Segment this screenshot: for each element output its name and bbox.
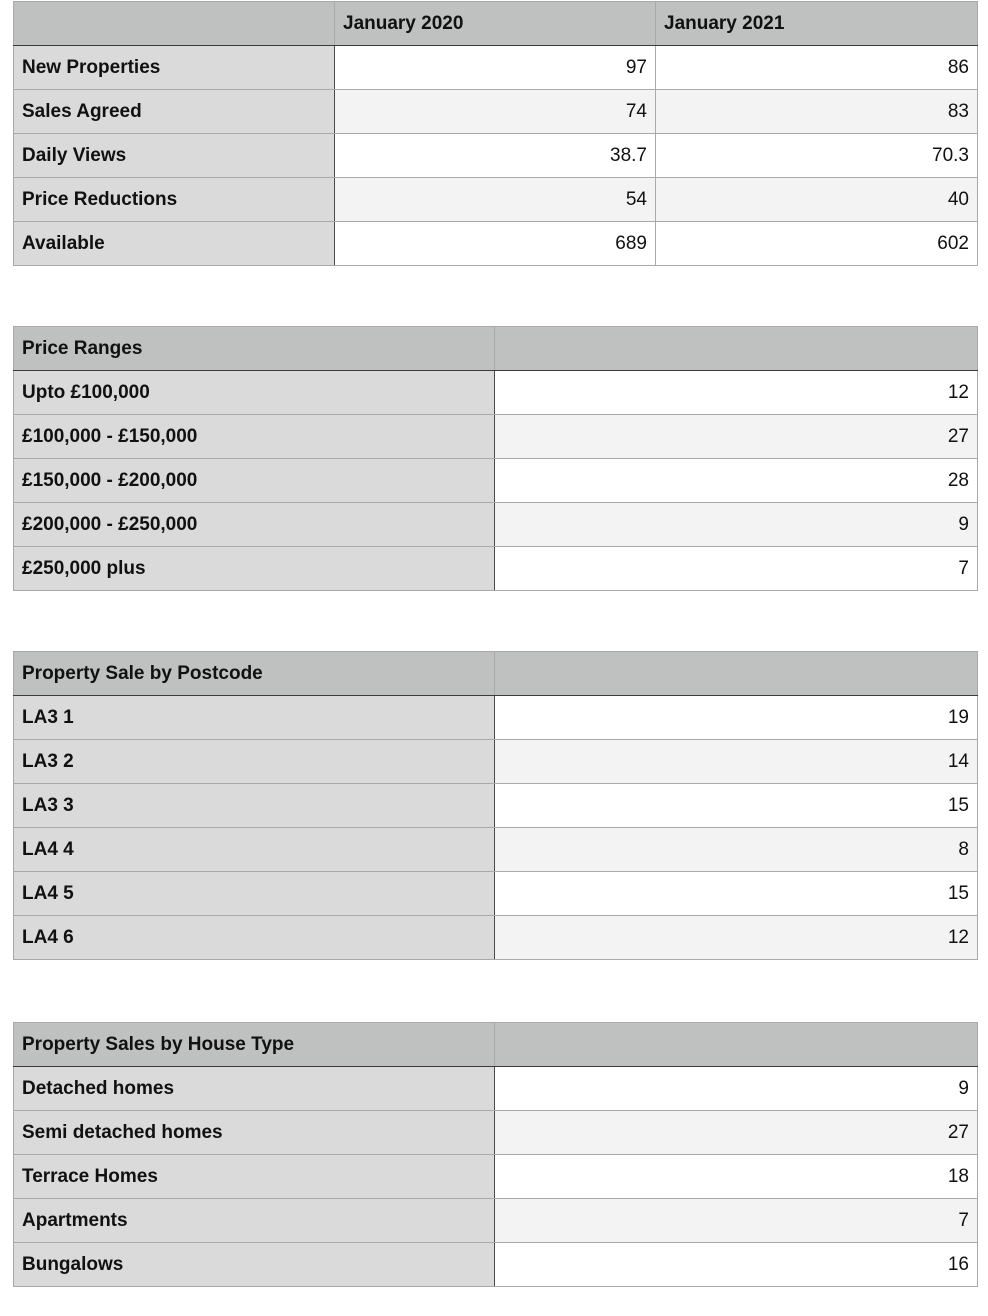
table-row [14, 828, 978, 872]
table-header-row [14, 2, 978, 46]
table-header-row [14, 327, 978, 371]
value-cell: 19 [495, 696, 978, 740]
table-title: Property Sale by Postcode [14, 652, 495, 696]
row-label: Daily Views [14, 134, 335, 178]
table-row [14, 415, 978, 459]
table-header-row [14, 1023, 978, 1067]
header-cell-empty [495, 652, 978, 696]
value-cell: 70.3 [656, 134, 978, 178]
house-type-table [13, 1022, 978, 1287]
value-cell: 602 [656, 222, 978, 266]
row-label: Semi detached homes [14, 1111, 495, 1155]
table-row [14, 46, 978, 90]
postcode-table [13, 651, 978, 960]
value-cell: 7 [495, 547, 978, 591]
value-cell: 14 [495, 740, 978, 784]
row-label: LA3 3 [14, 784, 495, 828]
value-cell: 7 [495, 1199, 978, 1243]
row-label: LA4 6 [14, 916, 495, 960]
table-row [14, 371, 978, 415]
value-cell: 18 [495, 1155, 978, 1199]
value-cell: 15 [495, 872, 978, 916]
table-row [14, 1199, 978, 1243]
row-label: Terrace Homes [14, 1155, 495, 1199]
row-label: Detached homes [14, 1067, 495, 1111]
row-label: Available [14, 222, 335, 266]
table-row [14, 1111, 978, 1155]
table-title: Price Ranges [14, 327, 495, 371]
value-cell: 28 [495, 459, 978, 503]
header-cell-january-2020: January 2020 [335, 2, 656, 46]
table-row [14, 178, 978, 222]
table-row [14, 696, 978, 740]
value-cell: 12 [495, 916, 978, 960]
table-row [14, 1067, 978, 1111]
value-cell: 54 [335, 178, 656, 222]
row-label: Upto £100,000 [14, 371, 495, 415]
table-row [14, 784, 978, 828]
value-cell: 27 [495, 415, 978, 459]
value-cell: 40 [656, 178, 978, 222]
row-label: Sales Agreed [14, 90, 335, 134]
row-label: £100,000 - £150,000 [14, 415, 495, 459]
value-cell: 9 [495, 503, 978, 547]
table-header-row [14, 652, 978, 696]
value-cell: 86 [656, 46, 978, 90]
value-cell: 12 [495, 371, 978, 415]
value-cell: 83 [656, 90, 978, 134]
header-cell-empty [495, 1023, 978, 1067]
row-label: Price Reductions [14, 178, 335, 222]
value-cell: 689 [335, 222, 656, 266]
header-cell-january-2021: January 2021 [656, 2, 978, 46]
value-cell: 27 [495, 1111, 978, 1155]
table-row [14, 916, 978, 960]
value-cell: 15 [495, 784, 978, 828]
row-label: New Properties [14, 46, 335, 90]
table-row [14, 222, 978, 266]
table-row [14, 547, 978, 591]
value-cell: 8 [495, 828, 978, 872]
value-cell: 16 [495, 1243, 978, 1287]
value-cell: 97 [335, 46, 656, 90]
row-label: £150,000 - £200,000 [14, 459, 495, 503]
row-label: LA3 1 [14, 696, 495, 740]
row-label: LA4 5 [14, 872, 495, 916]
value-cell: 38.7 [335, 134, 656, 178]
price-ranges-table [13, 326, 978, 591]
table-row [14, 459, 978, 503]
row-label: Apartments [14, 1199, 495, 1243]
table-row [14, 1243, 978, 1287]
header-cell-empty [14, 2, 335, 46]
value-cell: 9 [495, 1067, 978, 1111]
value-cell: 74 [335, 90, 656, 134]
table-row [14, 134, 978, 178]
summary-table [13, 1, 978, 266]
table-row [14, 90, 978, 134]
row-label: £250,000 plus [14, 547, 495, 591]
row-label: Bungalows [14, 1243, 495, 1287]
table-row [14, 1155, 978, 1199]
table-row [14, 503, 978, 547]
header-cell-empty [495, 327, 978, 371]
table-row [14, 872, 978, 916]
row-label: LA3 2 [14, 740, 495, 784]
table-title: Property Sales by House Type [14, 1023, 495, 1067]
row-label: £200,000 - £250,000 [14, 503, 495, 547]
table-row [14, 740, 978, 784]
row-label: LA4 4 [14, 828, 495, 872]
